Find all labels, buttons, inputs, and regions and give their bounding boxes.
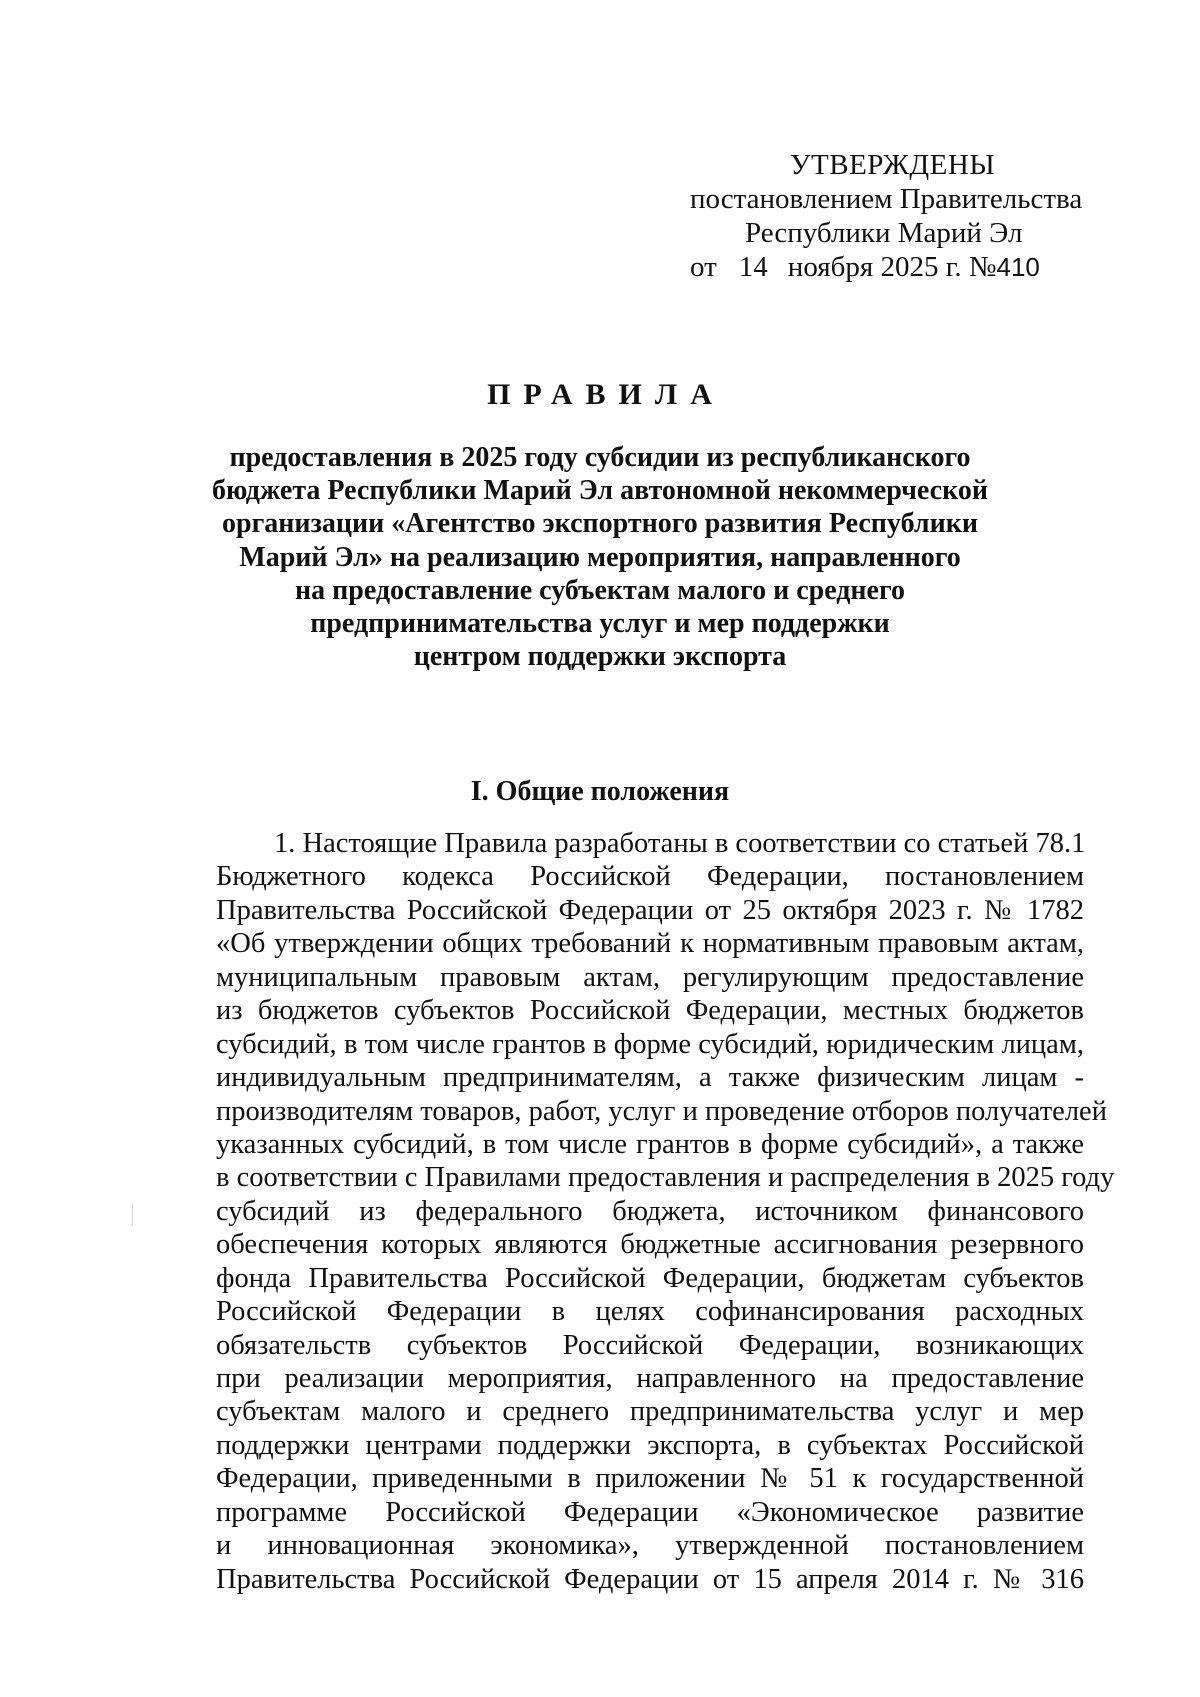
subtitle-line: предпринимательства услуг и мер поддержки	[310, 608, 890, 640]
approval-heading: УТВЕРЖДЕНЫ	[790, 149, 996, 181]
document-subtitle	[200, 441, 1000, 673]
body-line: при реализации мероприятия, направленного на предоставление	[216, 1363, 1084, 1394]
approval-date-prefix: от	[690, 251, 717, 283]
body-paragraph	[216, 827, 1115, 1596]
body-line: Правительства Российской Федерации от 15 апреля 2014 г. № 316	[216, 1563, 1084, 1595]
approval-region-line: Республики Марий Эл	[745, 217, 1023, 249]
subtitle-line: организации «Агентство экспортного развития Республики	[222, 508, 978, 540]
section-heading: I. Общие положения	[470, 776, 730, 807]
body-line: Российской Федерации в целях софинансирования расходных	[216, 1296, 1084, 1328]
approval-block	[690, 148, 1090, 284]
approval-date-line	[690, 250, 1090, 284]
subtitle-line: центром поддержки экспорта	[413, 641, 787, 673]
body-line: в соответствии с Правилами предоставления и распределения в 2025 году	[216, 1162, 1115, 1194]
body-line: 1. Настоящие Правила разработаны в соответствии со статьей 78.1	[274, 828, 1086, 859]
body-line: муниципальным правовым актам, регулирующим предоставление	[216, 961, 1084, 993]
body-line: субъектам малого и среднего предпринимательства услуг и мер	[216, 1396, 1084, 1428]
body-line: обязательств субъектов Российской Федерации, возникающих	[216, 1329, 1084, 1361]
document-title: ПРАВИЛА	[487, 378, 725, 411]
body-line: Федерации, приведенными в приложении № 51 к государственной	[216, 1463, 1084, 1495]
body-line: программе Российской Федерации «Экономическое развитие	[216, 1496, 1084, 1528]
body-line: субсидий из федерального бюджета, источником финансового	[216, 1195, 1084, 1227]
approval-issuer-line: постановлением Правительства	[690, 183, 1083, 215]
body-line: индивидуальным предпринимателям, а также физическим лицам -	[216, 1062, 1084, 1094]
body-line: «Об утверждении общих требований к нормативным правовым актам,	[216, 928, 1084, 960]
body-line: обеспечения которых являются бюджетные ассигнования резервного	[216, 1229, 1084, 1261]
approval-date-day: 14	[738, 251, 768, 283]
approval-date-rest: ноября 2025 г. №	[787, 251, 997, 283]
body-line: субсидий, в том числе грантов в форме субсидий, юридическим лицам,	[216, 1028, 1084, 1060]
body-line: указанных субсидий, в том числе грантов в форме субсидий», а также	[216, 1128, 1084, 1160]
subtitle-line: предоставления в 2025 году субсидии из республиканского	[229, 442, 971, 473]
body-line: и инновационная экономика», утвержденной постановлением	[216, 1530, 1084, 1562]
body-line: поддержки центрами поддержки экспорта, в субъектах Российской	[216, 1429, 1084, 1461]
subtitle-line: на предоставление субъектам малого и среднего	[295, 574, 905, 606]
body-line: из бюджетов субъектов Российской Федерации, местных бюджетов	[216, 995, 1084, 1027]
body-line: фонда Правительства Российской Федерации, бюджетам субъектов	[216, 1262, 1084, 1294]
scan-margin-mark	[132, 1204, 133, 1226]
subtitle-line: бюджета Республики Марий Эл автономной некоммерческой	[212, 475, 988, 507]
approval-number: 410	[996, 252, 1040, 282]
body-line: Бюджетного кодекса Российской Федерации, постановлением	[216, 861, 1084, 893]
body-line: Правительства Российской Федерации от 25 октября 2023 г. № 1782	[216, 894, 1084, 926]
body-line: производителям товаров, работ, услуг и проведение отборов получателей	[216, 1095, 1107, 1127]
subtitle-line: Марий Эл» на реализацию мероприятия, направленного	[239, 541, 961, 573]
